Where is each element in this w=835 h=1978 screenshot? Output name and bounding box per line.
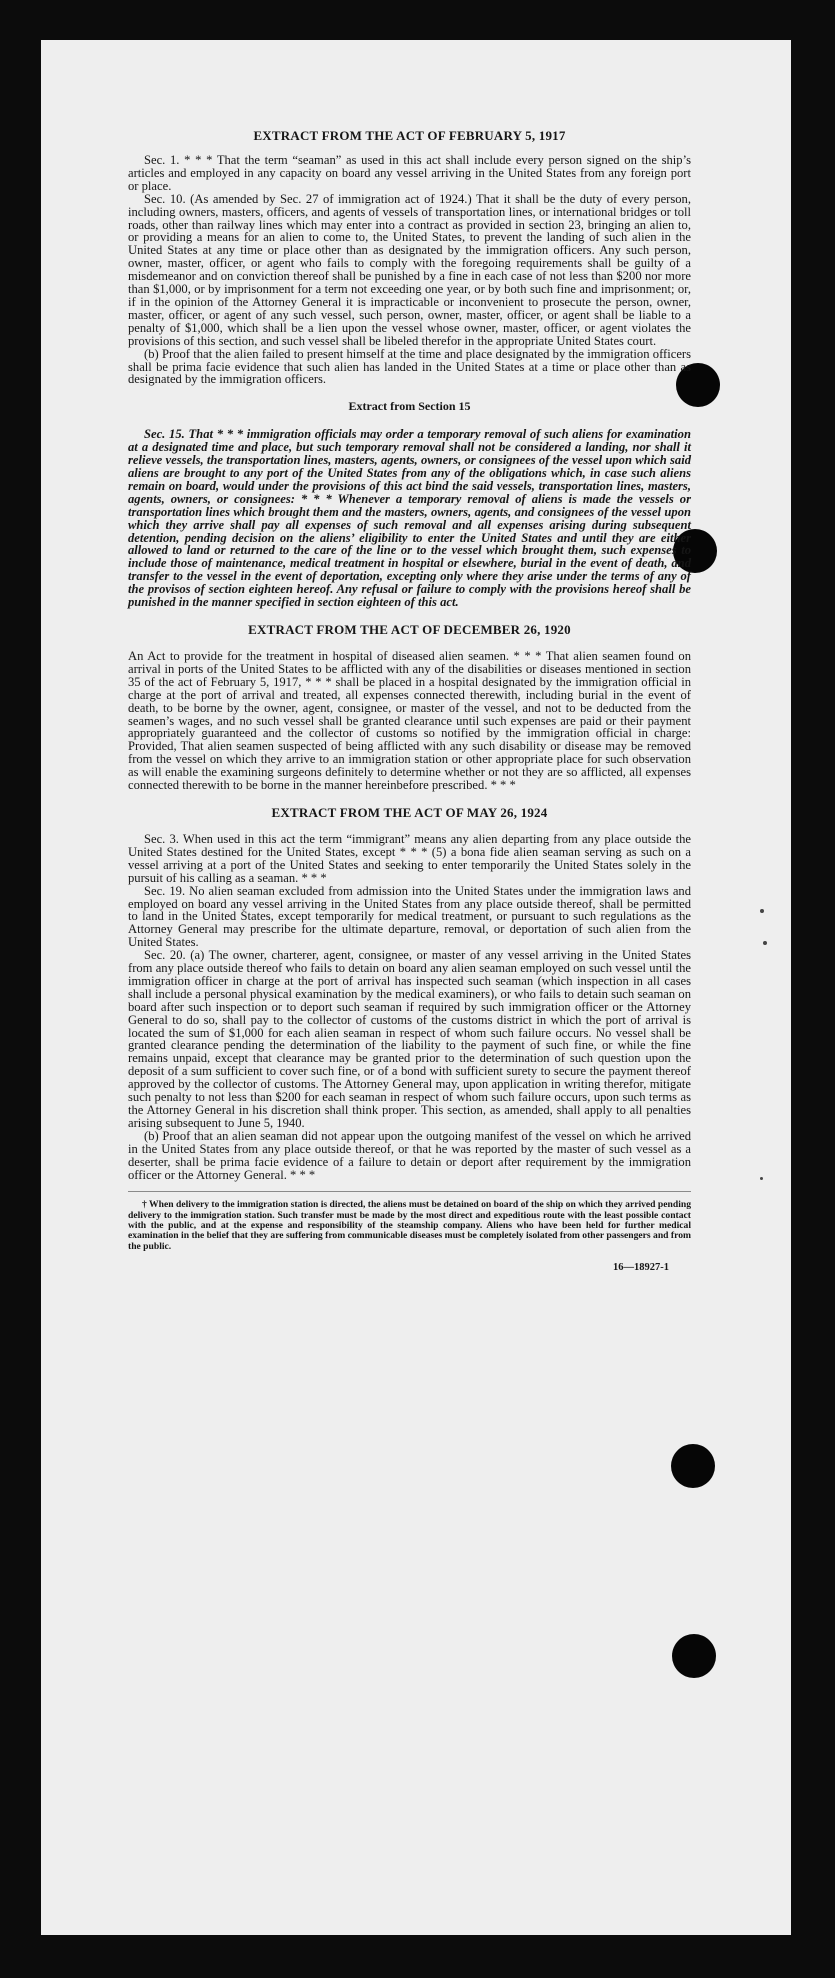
- section-10b-paragraph: (b) Proof that the alien failed to present himself at the time and place designated by the immigration officers shall be prima facie evidence that such alien has landed in the United States at a time or place other than as designated by the immigration officers.: [128, 346, 691, 387]
- heading-act-1924: EXTRACT FROM THE ACT OF MAY 26, 1924: [271, 804, 548, 820]
- document-page: [41, 40, 791, 1935]
- speck: [760, 1177, 763, 1180]
- speck: [760, 909, 764, 913]
- section-1-paragraph: Sec. 1. * * * That the term “seaman” as used in this act shall include every person signed on the ship’s articles and employed in any capacity on board any vessel arriving in the United States from any foreign port or place.: [128, 153, 691, 193]
- document-body: [128, 128, 691, 1274]
- heading-section-15: Extract from Section 15: [348, 399, 471, 414]
- section-20b-paragraph: (b) Proof that an alien seaman did not appear upon the outgoing manifest of the vessel on which he arrived in the United States from any place outside thereof, or that he was reported by the master of such vessel as a deserter, shall be prima facie evidence of a failure to detain or deport after requirement by the immigration officer or the Attorney General. * * *: [128, 1128, 691, 1182]
- heading-act-1917: EXTRACT FROM THE ACT OF FEBRUARY 5, 1917: [253, 128, 566, 143]
- speck: [763, 941, 767, 945]
- punch-hole-bottom: [672, 1634, 716, 1678]
- section-15-paragraph: Sec. 15. That * * * immigration officials may order a temporary removal of such aliens for examination at a designated time and place, but such temporary removal shall not be considered a landing, nor shall it relieve vessels, the transportation lines, masters, agents, owners, or consignees of the vessel upon which said aliens are brought to any port of the United States from any of the obligations which, in case such aliens remain on board, would under the provisions of this act bind the said vessels, transportation lines, masters, agents, owners, or consignees: * * * Whenever a temporary removal of aliens is made the vessels or transportation lines which brought them and the masters, owners, agents, and consignees of the vessel upon which they arrive shall pay all expenses of such removal and all expenses arising during subsequent detention, pending decision on the aliens’ eligibility to enter the United States and until they are either allowed to land or returned to the care of the line or to the vessel which brought them, such expenses to include those of maintenance, medical treatment in hospital or elsewhere, burial in the event of death, and transfer to the vessel in the event of deportation, excepting only where they arise under the terms of any of the provisos of section eighteen hereof. Any refusal or failure to comply with the provisions hereof shall be punished in the manner specified in section eighteen of this act.: [128, 427, 691, 610]
- form-code: 16—18927-1: [613, 1261, 669, 1273]
- footnote: † When delivery to the immigration station is directed, the aliens must be detained on board of the ship on which they arrived pending delivery to the immigration station. Such transfer must be made by the most direct and expeditious route with the least possible contact with the public, and at the expense and responsibility of the steamship company. Aliens who have been held for further medical examination in the belief that they are suffering from communicable diseases must be completely isolated from other passengers and from the public.: [128, 1199, 691, 1252]
- punch-hole-lower: [671, 1444, 715, 1488]
- section-19-paragraph: Sec. 19. No alien seaman excluded from admission into the United States under the immigration laws and employed on board any vessel arriving in the United States from any place outside thereof, shall be permitted to land in the United States, except temporarily for medical treatment, or pursuant to such regulations as the Attorney General may prescribe for the ultimate departure, removal, or deportation of such alien from the United States.: [128, 883, 691, 950]
- heading-act-1920: EXTRACT FROM THE ACT OF DECEMBER 26, 1920: [248, 622, 571, 637]
- act-1920-paragraph: An Act to provide for the treatment in hospital of diseased alien seamen. * * * That alien seamen found on arrival in ports of the United States to be afflicted with any of the disabilities or diseases mentioned in section 35 of the act of February 5, 1917, * * * shall be placed in a hospital designated by the immigration official in charge at the port of arrival and treated, all expenses connected therewith, including burial in the event of death, to be borne by the owner, agent, consignee, or master of the vessel, and not to be deducted from the seamen’s wages, and no such vessel shall be granted clearance until such expenses are paid or their payment appropriately guaranteed and the collector of customs so notified by the immigration official in charge: Provided, That alien seamen suspected of being afflicted with any such disability or disease may be removed from the vessel on which they arrive to an immigration station or other appropriate place for such observation as will enable the examining surgeons definitely to determine whether or not they are so afflicted, all expenses connected therewith to be borne in the manner hereinbefore prescribed. * * *: [128, 649, 691, 793]
- section-3-paragraph: Sec. 3. When used in this act the term “immigrant” means any alien departing from any place outside the United States destined for the United States, except * * * (5) a bona fide alien seaman serving as such on a vessel arriving at a port of the United States and seeking to enter temporarily the United States solely in the pursuit of his calling as a seaman. * * *: [128, 831, 691, 885]
- section-10-paragraph: Sec. 10. (As amended by Sec. 27 of immigration act of 1924.) That it shall be the duty of every person, including owners, masters, officers, and agents of vessels of transportation lines, or international bridges or toll roads, other than railway lines which may enter into a contract as provided in section 23, bringing an alien to, or providing a means for an alien to come to, the United States, to prevent the landing of such alien in the United States at any time or place other than as designated by the immigration officers. Any such person, owner, master, officer, or agent who fails to comply with the foregoing requirements shall be guilty of a misdemeanor and on conviction thereof shall be punished by a fine in each case of not less than $200 nor more than $1,000, or by imprisonment for a term not exceeding one year, or by both such fine and imprisonment; or, if in the opinion of the Attorney General it is impracticable or inconvenient to prosecute the person, owner, master, officer, or agent of any such vessel, such person, owner, master, officer, or agent shall be liable to a penalty of $1,000, which shall be a lien upon the vessel whose owner, master, officer, or agent violates the provisions of this section, and such vessel shall be libeled therefor in the appropriate United States court.: [128, 191, 691, 348]
- section-20a-paragraph: Sec. 20. (a) The owner, charterer, agent, consignee, or master of any vessel arriving in the United States from any place outside thereof who fails to detain on board any alien seaman employed on such vessel until the immigration officer in charge at the port of arrival has inspected such seaman (which inspection in all cases shall include a personal physical examination by the medical examiners), or who fails to detain such seaman on board after such inspection or to deport such seaman if required by such immigration officer or the Attorney General to do so, shall pay to the collector of customs of the customs district in which the port of arrival is located the sum of $1,000 for each alien seaman in respect of whom such failure occurs. No vessel shall be granted clearance pending the determination of the liability to the payment of such fine, or while the fine remains unpaid, except that clearance may be granted prior to the determination of such question upon the deposit of a sum sufficient to cover such fine, or of a bond with sufficient surety to secure the payment thereof approved by the collector of customs. The Attorney General may, upon application in writing therefor, mitigate such penalty to not less than $200 for each seaman in respect of whom such failure occurs, upon such terms as the Attorney General in his discretion shall think proper. This section, as amended, shall apply to all penalties arising subsequent to June 5, 1940.: [128, 948, 691, 1130]
